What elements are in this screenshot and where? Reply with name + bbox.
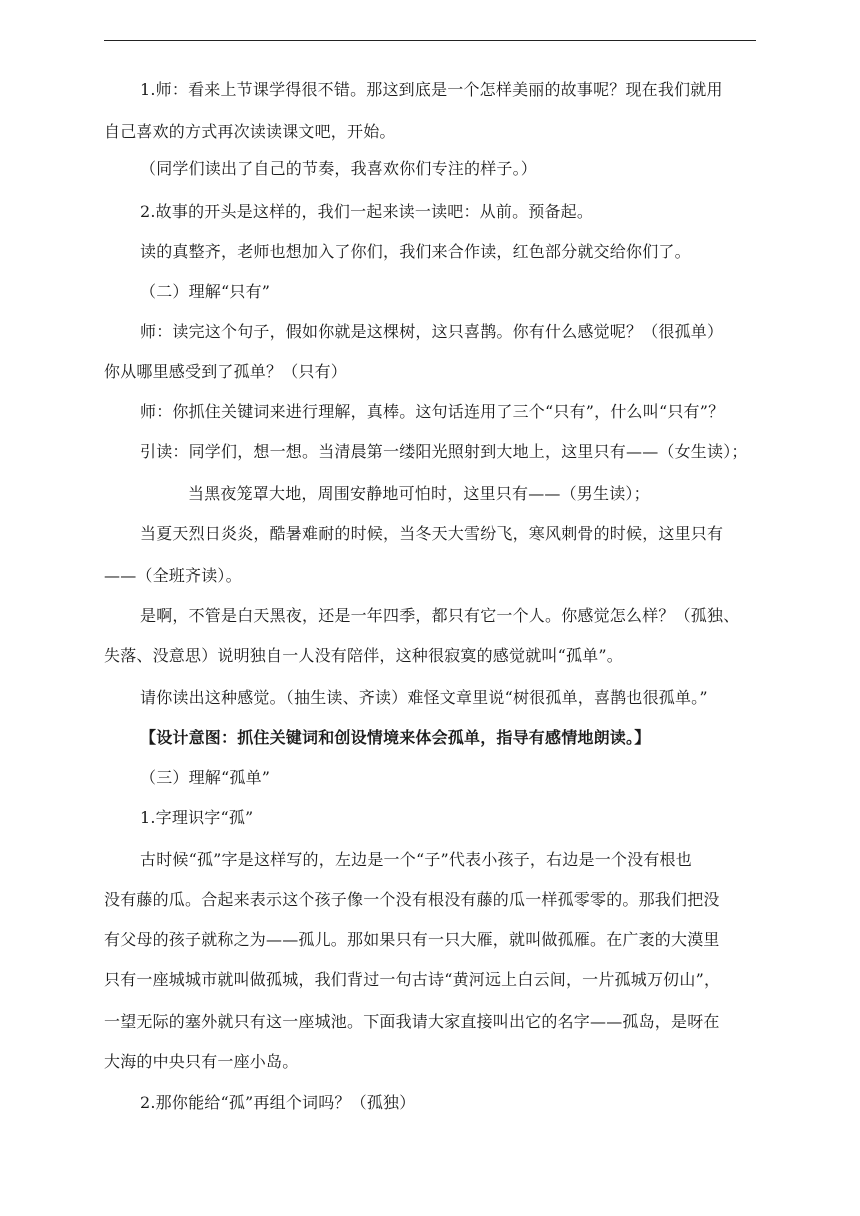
text-line: 自己喜欢的方式再次读读课文吧，开始。 (104, 122, 396, 141)
text-line: 2.故事的开头是这样的，我们一起来读一读吧：从前。预备起。 (140, 202, 594, 221)
text-line: 引读：同学们，想一想。当清晨第一缕阳光照射到大地上，这里只有——（女生读）； (140, 442, 748, 461)
text-line: 有父母的孩子就称之为——孤儿。那如果只有一只大雁，就叫做孤雁。在广袤的大漠里 (104, 930, 720, 949)
text-line: 只有一座城城市就叫做孤城，我们背过一句古诗“黄河远上白云间，一片孤城万仞山”， (104, 970, 721, 989)
text-line: 1.师：看来上节课学得很不错。那这到底是一个怎样美丽的故事呢？现在我们就用 (140, 80, 723, 99)
text-line: 请你读出这种感觉。（抽生读、齐读）难怪文章里说“树很孤单，喜鹊也很孤单。” (140, 688, 708, 707)
text-line: ——（全班齐读）。 (104, 566, 242, 585)
text-line: 你从哪里感受到了孤单？（只有） (104, 362, 348, 381)
text-line: 一望无际的塞外就只有这一座城池。下面我请大家直接叫出它的名字——孤岛，是呀在 (104, 1012, 720, 1031)
text-line: 2.那你能给“孤”再组个词吗？（孤独） (140, 1093, 416, 1112)
text-line: 失落、没意思）说明独自一人没有陪伴，这种很寂寞的感觉就叫“孤单”。 (104, 646, 623, 665)
text-line: （同学们读出了自己的节奏，我喜欢你们专注的样子。） (140, 159, 538, 178)
text-line: 是啊，不管是白天黑夜，还是一年四季，都只有它一个人。你感觉怎么样？（孤独、 (140, 606, 740, 625)
section-heading: （三）理解“孤单” (140, 768, 271, 787)
text-line: 师：读完这个句子，假如你就是这棵树，这只喜鹊。你有什么感觉呢？（很孤单） (140, 322, 724, 341)
subsection-heading: 1.字理识字“孤” (140, 808, 254, 827)
text-line: 大海的中央只有一座小岛。 (104, 1052, 299, 1071)
text-line: 当夏天烈日炎炎，酷暑难耐的时候，当冬天大雪纷飞，寒风刺骨的时候，这里只有 (140, 524, 724, 543)
header-rule (104, 40, 756, 41)
text-line: 师：你抓住关键词来进行理解，真棒。这句话连用了三个“只有”，什么叫“只有”？ (140, 402, 725, 421)
section-heading: （二）理解“只有” (140, 282, 271, 301)
text-line: 没有藤的瓜。合起来表示这个孩子像一个没有根没有藤的瓜一样孤零零的。那我们把没 (104, 890, 720, 909)
text-line: 当黑夜笼罩大地，周围安静地可怕时，这里只有——（男生读）； (188, 484, 650, 503)
text-line: 古时候“孤”字是这样写的，左边是一个“子”代表小孩子，右边是一个没有根也 (140, 850, 692, 869)
design-intent-note: 【设计意图：抓住关键词和创设情境来体会孤单，指导有感情地朗读。】 (140, 728, 651, 747)
text-line: 读的真整齐，老师也想加入了你们，我们来合作读，红色部分就交给你们了。 (140, 242, 691, 261)
